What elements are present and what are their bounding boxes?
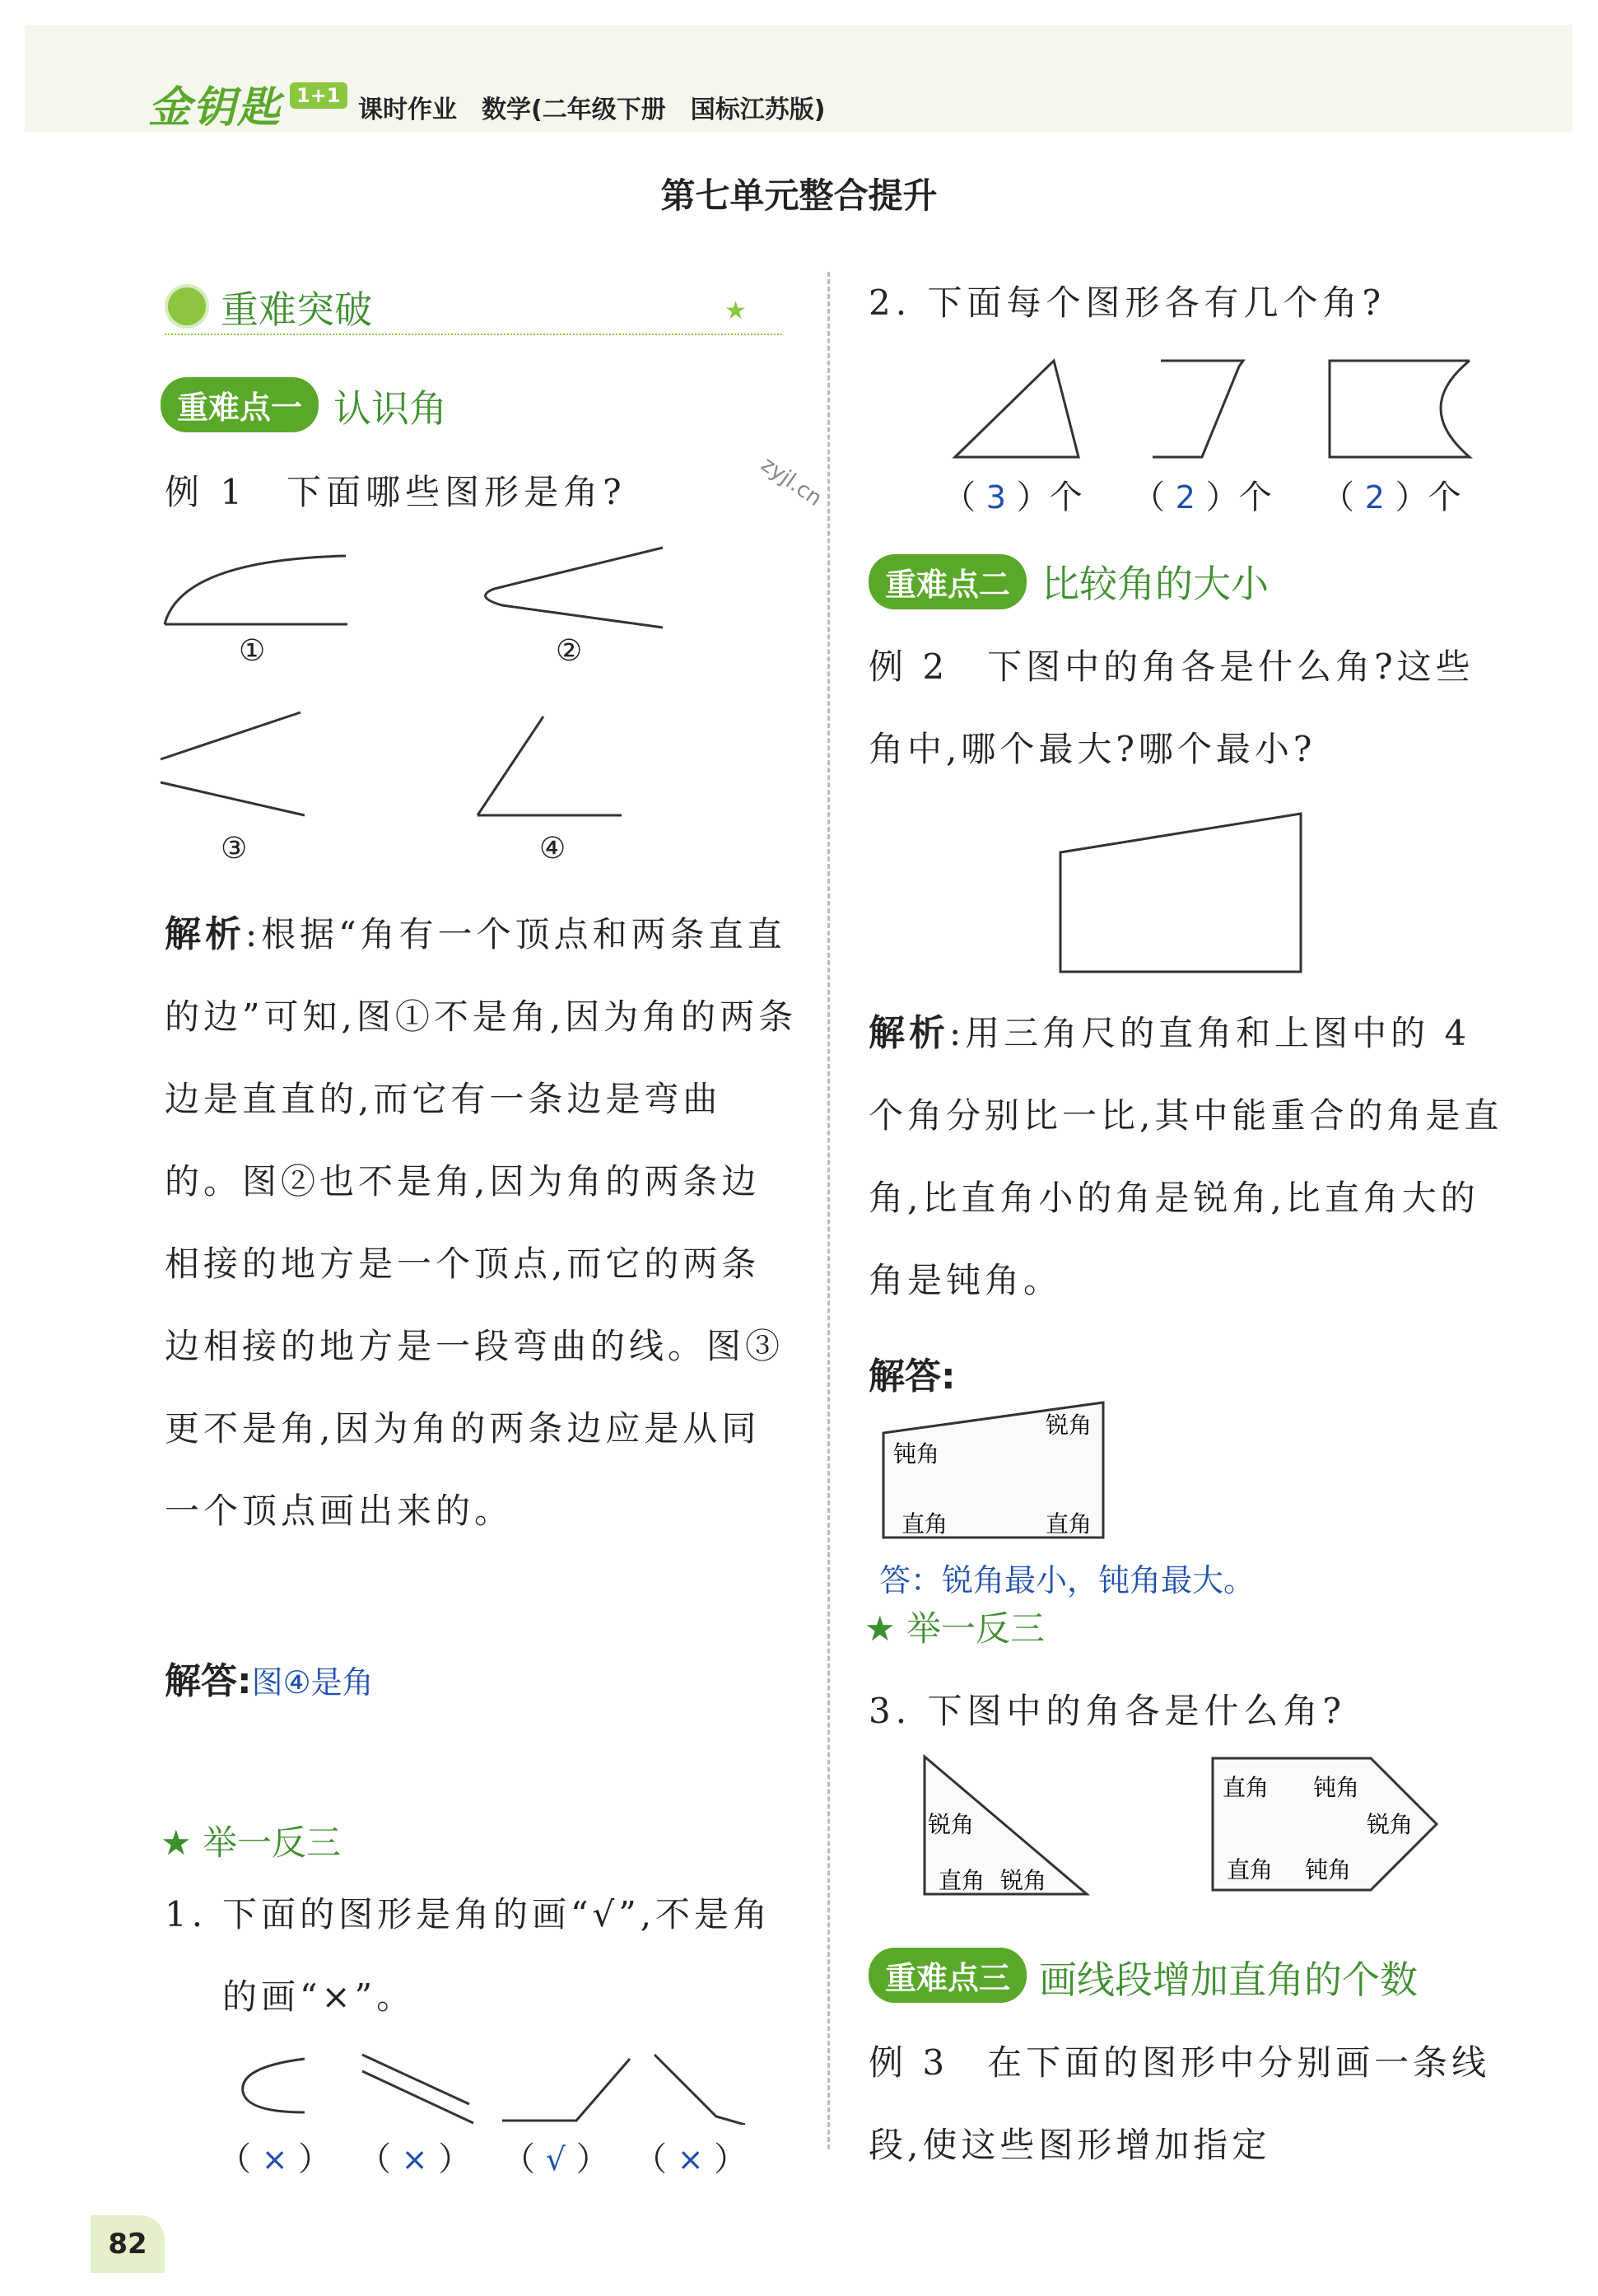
answer-text: 图④是角	[251, 1664, 374, 1701]
example2-analysis: 解析:用三角尺的直角和上图中的 4 个角分别比一比,其中能重合的角是直角,比直角小的角是锐角,比直角大的角是钝角。	[869, 1012, 1503, 1300]
example1-analysis	[165, 894, 799, 1552]
star-icon: ★	[161, 1822, 203, 1863]
header-text: 课时作业 数学(二年级下册 国标江苏版)	[358, 96, 826, 124]
figure4-label: ④	[539, 832, 566, 866]
page-number: 82	[91, 2215, 165, 2273]
practice1-heading	[161, 1816, 341, 1865]
page-title: 第七单元整合提升	[660, 175, 938, 216]
practice1-question: 下面的图形是角的画“√”,不是角的画“×”。	[222, 1894, 772, 2017]
answer-colon: :	[237, 1660, 252, 1702]
figure4-line-slant	[478, 716, 543, 815]
point3-label: 画线段增加直角的个数	[1039, 1958, 1418, 2002]
svg-text:直角: 直角	[1223, 1774, 1270, 1801]
q3-triangle	[918, 1750, 1099, 1902]
example1-question: 例 1 下面哪些图形是角?	[165, 472, 627, 512]
svg-text:锐角: 锐角	[1367, 1811, 1414, 1838]
practice2-label: 举一反三	[906, 1608, 1046, 1649]
point3-tag: 重难点三	[869, 1948, 1027, 2003]
svg-text:钝角: 钝角	[1313, 1774, 1360, 1801]
figure3-line-bottom	[161, 782, 305, 815]
q2-curved-shape	[1330, 361, 1470, 457]
figure2-shape	[486, 548, 663, 628]
q3-pentagon	[1206, 1750, 1453, 1902]
practice1-question-num: 1.	[165, 1894, 208, 1934]
point2-tag: 重难点二	[869, 554, 1027, 609]
practice1-figures	[222, 2042, 766, 2125]
watermark: zyjl.cn	[756, 452, 827, 511]
example2-answer-diagram	[877, 1396, 1116, 1544]
section-underline	[165, 334, 782, 335]
flower-icon	[165, 284, 209, 329]
q2-answer-2: （ 2 ）个	[1132, 478, 1272, 516]
practice1-label: 举一反三	[203, 1822, 342, 1863]
diagram-label-acute: 锐角	[1046, 1412, 1093, 1439]
diagram-label-obtuse: 钝角	[893, 1440, 940, 1468]
column-divider	[827, 272, 830, 2149]
q2-triangle	[955, 361, 1079, 457]
brand-badge: 1+1	[290, 82, 347, 109]
figure3-line-top	[161, 712, 300, 759]
figure1-curve	[165, 556, 346, 624]
svg-text:钝角: 钝角	[1305, 1856, 1352, 1883]
q2-z-shape	[1153, 361, 1243, 457]
practice2-heading	[864, 1602, 1045, 1651]
example2-question: 例 2 下图中的角各是什么角?这些角中,哪个最大?哪个最小?	[869, 646, 1475, 769]
svg-text:锐角: 锐角	[1000, 1867, 1047, 1894]
practice1-figure1	[243, 2059, 305, 2112]
section-title: 重难突破	[221, 287, 372, 332]
practice1-answer-1: （ × ）	[218, 2140, 332, 2178]
svg-text:锐角: 锐角	[928, 1811, 975, 1838]
q3-question: 3. 下图中的角各是什么角?	[869, 1691, 1346, 1731]
diagram-label-right-1: 直角	[901, 1510, 948, 1538]
example2-quadrilateral	[1054, 807, 1309, 980]
figure3-label: ③	[221, 832, 248, 866]
example3-question: 例 3 在下面的图形中分别画一条线段,使这些图形增加指定	[869, 2042, 1491, 2165]
analysis2-label: 解析	[869, 1012, 949, 1054]
star-icon: ★	[864, 1608, 907, 1649]
example1-answer	[165, 1651, 374, 1704]
point1-tag: 重难点一	[161, 377, 319, 432]
figure2-label: ②	[556, 634, 583, 668]
practice1-answer-2: （ × ）	[358, 2140, 472, 2178]
analysis-text: :根据“角有一个顶点和两条直直的边”可知,图①不是角,因为角的两条边是直直的,而它有一条边是弯曲的。图②也不是角,因为角的两条边相接的地方是一个顶点,而它的两条边相接的地方是一段弯曲的线。图③更不是角,因为角的两条边应是从同一个顶点画出来的。	[165, 914, 798, 1531]
q2-answer-1: （ 3 ）个	[943, 478, 1083, 516]
practice1-answer-3: （ √ ）	[502, 2140, 609, 2178]
analysis-label: 解析	[165, 913, 245, 955]
practice1-figure4	[655, 2055, 745, 2125]
svg-text:直角: 直角	[1227, 1856, 1274, 1883]
practice1-figure3	[502, 2059, 630, 2121]
svg-text:直角: 直角	[939, 1867, 985, 1894]
figure1-label: ①	[239, 634, 266, 668]
point2-label: 比较角的大小	[1041, 562, 1269, 606]
brand-logo: 金钥匙	[148, 83, 282, 133]
example2-answer-label: 解答:	[869, 1356, 956, 1398]
practice1-answer-4: （ × ）	[634, 2140, 748, 2178]
example2-answer-text: 答：锐角最小，钝角最大。	[879, 1562, 1256, 1598]
star-decoration-icon: ★	[724, 296, 747, 325]
q2-question: 2. 下面每个图形各有几个角?	[869, 282, 1386, 323]
q2-figures	[947, 354, 1482, 461]
q2-answer-3: （ 2 ）个	[1321, 478, 1461, 516]
diagram-label-right-2: 直角	[1046, 1510, 1093, 1538]
answer-label: 解答	[165, 1660, 237, 1702]
example1-figures	[156, 544, 683, 856]
point1-label: 认识角	[333, 386, 447, 431]
